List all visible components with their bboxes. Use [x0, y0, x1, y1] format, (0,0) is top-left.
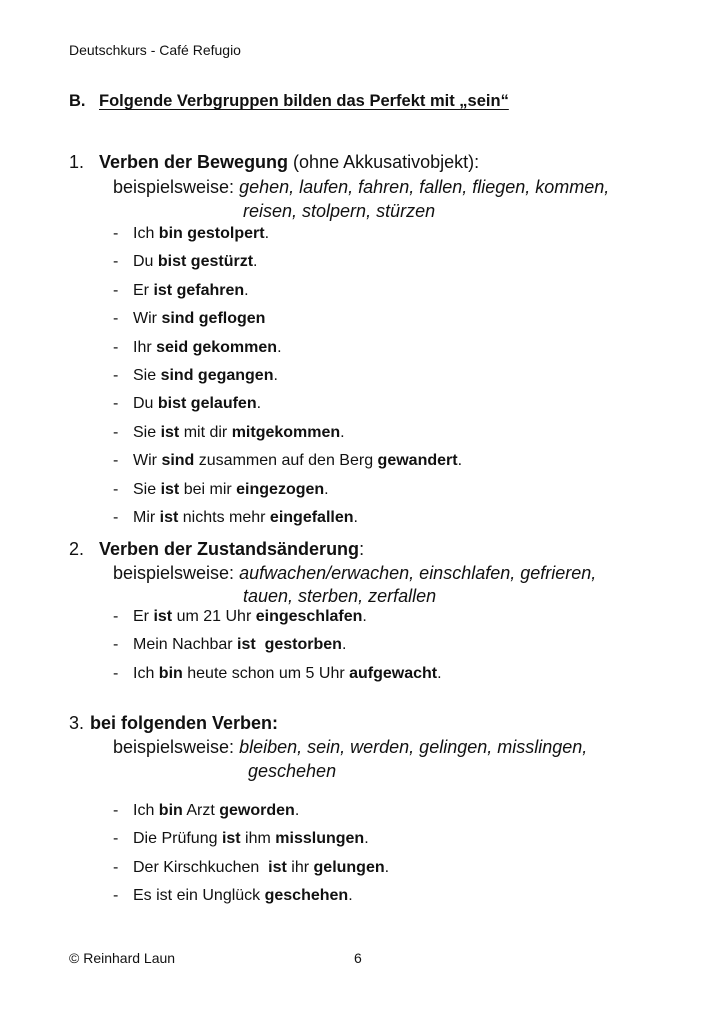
auxiliary-verb: bist gelaufen: [157, 395, 257, 413]
sentence-part: Du: [133, 395, 158, 413]
sentence-part: .: [273, 367, 278, 384]
example-sentence: [113, 887, 353, 905]
group-heading: [69, 713, 278, 734]
sentence-part: .: [348, 886, 353, 904]
bullet-dash: -: [113, 452, 119, 470]
participle: eingezogen: [236, 480, 325, 498]
sentence-part: .: [384, 858, 390, 876]
sentence-part: .: [277, 338, 282, 356]
sentence-part: zusammen auf den Berg: [194, 452, 378, 470]
example-sentence: [113, 395, 261, 413]
sentence-part: .: [324, 480, 329, 498]
participle: gewandert: [377, 452, 458, 470]
sentence-part: Mein Nachbar: [133, 636, 238, 654]
participle: eingefallen: [269, 509, 354, 526]
bullet-dash: -: [113, 830, 119, 848]
sentence-part: Sie: [133, 423, 161, 441]
sentence-part: .: [341, 636, 347, 654]
bullet-dash: -: [113, 509, 119, 526]
sentence-part: Arzt: [182, 802, 220, 819]
auxiliary-verb: sind geflogen: [161, 310, 266, 328]
examples-label: beispielsweise:: [113, 177, 240, 197]
section-title: [69, 92, 509, 111]
sentence-part: .: [244, 281, 249, 299]
examples-line: [113, 737, 587, 758]
sentence-part: Der Kirschkuchen: [133, 858, 269, 876]
participle: eingeschlafen: [255, 608, 363, 625]
sentence-part: .: [256, 395, 262, 413]
sentence-part: Er: [133, 281, 154, 299]
sentence-part: Mir: [133, 509, 160, 526]
bullet-dash: -: [113, 225, 119, 242]
bullet-dash: -: [113, 367, 119, 384]
section-letter: B.: [69, 92, 86, 110]
examples-line-continued: reisen, stolpern, stürzen: [243, 201, 436, 221]
sentence-part: Ich: [133, 802, 159, 819]
participle: gelungen: [313, 858, 385, 876]
page-number: 6: [354, 950, 362, 966]
auxiliary-verb: ist: [268, 858, 287, 876]
auxiliary-verb: geschehen: [264, 886, 349, 904]
sentence-part: .: [364, 830, 369, 848]
group-number: 1.: [69, 152, 85, 172]
bullet-dash: -: [113, 423, 119, 441]
auxiliary-verb: bin gestolpert: [158, 225, 265, 242]
example-sentence: [113, 802, 299, 820]
auxiliary-verb: sind gegangen: [160, 367, 274, 384]
auxiliary-verb: sind: [161, 452, 195, 470]
bullet-dash: -: [113, 608, 119, 625]
sentence-part: [256, 636, 265, 653]
sentence-part: Er: [133, 608, 154, 625]
sentence-part: .: [437, 664, 442, 682]
bullet-dash: -: [113, 480, 119, 498]
example-sentence: [113, 310, 265, 328]
sentence-part: .: [253, 253, 258, 271]
footer-copyright: © Reinhard Laun: [69, 950, 176, 966]
example-sentence: [113, 509, 358, 527]
examples-label: beispielsweise:: [113, 563, 240, 583]
example-sentence: [113, 424, 345, 442]
examples-line-continued: geschehen: [248, 761, 337, 781]
example-sentence: [113, 367, 278, 385]
group-heading: [69, 152, 479, 173]
group-number: 3.: [69, 713, 85, 733]
example-sentence: [113, 481, 329, 499]
example-sentence: [113, 665, 442, 683]
bullet-dash: -: [113, 253, 119, 271]
bullet-dash: -: [113, 636, 119, 654]
sentence-part: Sie: [133, 367, 161, 384]
document-header: Deutschkurs - Café Refugio: [69, 42, 241, 58]
auxiliary-verb: bin: [158, 664, 183, 682]
auxiliary-verb: seid gekommen: [156, 338, 278, 356]
sentence-part: mit dir: [179, 423, 232, 441]
auxiliary-verb: ist: [221, 830, 241, 848]
sentence-part: .: [457, 452, 463, 470]
sentence-part: Die Prüfung: [133, 830, 222, 848]
example-sentence: [113, 636, 346, 654]
bullet-dash: -: [113, 338, 119, 356]
sentence-part: Ihr: [133, 338, 157, 356]
bullet-dash: -: [113, 886, 119, 904]
examples-verbs: aufwachen/erwachen, einschlafen, gefrieren,: [239, 563, 597, 583]
auxiliary-verb: bist gestürzt: [157, 253, 254, 271]
example-sentence: [113, 282, 249, 300]
example-sentence: [113, 253, 257, 271]
group-title-rest: :: [359, 539, 365, 559]
sentence-part: bei mir: [179, 480, 237, 498]
examples-line: [113, 177, 609, 198]
example-sentence: [113, 339, 282, 357]
sentence-part: .: [362, 608, 367, 625]
sentence-part: Ich: [133, 664, 159, 682]
participle: mitgekommen: [231, 423, 341, 441]
auxiliary-verb: bin: [158, 802, 183, 819]
sentence-part: Es ist ein Unglück: [133, 886, 265, 904]
sentence-part: .: [353, 509, 358, 526]
auxiliary-verb: ist: [153, 608, 173, 625]
bullet-dash: -: [113, 802, 119, 819]
auxiliary-verb: ist: [160, 480, 180, 498]
examples-line-continued: tauen, sterben, zerfallen: [243, 586, 437, 606]
examples-line: [113, 563, 596, 584]
examples-verbs: bleiben, sein, werden, gelingen, misslingen,: [239, 737, 588, 757]
sentence-part: ihr: [286, 858, 314, 876]
sentence-part: Ich: [133, 225, 159, 242]
group-title: Verben der Bewegung: [99, 152, 289, 172]
example-sentence: [113, 859, 389, 877]
participle: geworden: [219, 802, 295, 819]
bullet-dash: -: [113, 858, 119, 876]
examples-label: beispielsweise:: [113, 737, 240, 757]
auxiliary-verb: ist: [159, 509, 179, 526]
sentence-part: ihm: [240, 830, 276, 848]
sentence-part: .: [294, 802, 300, 819]
group-title: Verben der Zustandsänderung: [99, 539, 360, 559]
examples-verbs: gehen, laufen, fahren, fallen, fliegen, kommen,: [239, 177, 610, 197]
participle: aufgewacht: [349, 664, 438, 682]
bullet-dash: -: [113, 281, 119, 299]
sentence-part: Wir: [133, 452, 162, 470]
example-sentence: [113, 452, 462, 470]
group-title: bei folgenden Verben:: [90, 713, 279, 733]
sentence-part: um 21 Uhr: [172, 608, 256, 625]
example-sentence: [113, 225, 269, 243]
group-heading: [69, 539, 364, 560]
participle: gestorben: [264, 636, 342, 654]
participle: misslungen: [275, 830, 365, 848]
bullet-dash: -: [113, 310, 119, 328]
example-sentence: [113, 608, 367, 626]
auxiliary-verb: ist: [160, 423, 180, 441]
auxiliary-verb: ist gefahren: [153, 281, 245, 299]
group-title-rest: (ohne Akkusativobjekt):: [288, 152, 480, 172]
example-sentence: [113, 830, 369, 848]
group-number: 2.: [69, 539, 85, 559]
sentence-part: Wir: [133, 310, 162, 328]
sentence-part: .: [340, 423, 345, 441]
bullet-dash: -: [113, 395, 119, 413]
sentence-part: Du: [133, 253, 158, 271]
auxiliary-verb: ist: [237, 636, 256, 654]
bullet-dash: -: [113, 664, 119, 682]
sentence-part: .: [264, 225, 270, 242]
sentence-part: nichts mehr: [178, 509, 270, 526]
sentence-part: Sie: [133, 480, 161, 498]
sentence-part: heute schon um 5 Uhr: [182, 664, 350, 682]
section-title-text: Folgende Verbgruppen bilden das Perfekt mit „sein“: [99, 92, 509, 110]
